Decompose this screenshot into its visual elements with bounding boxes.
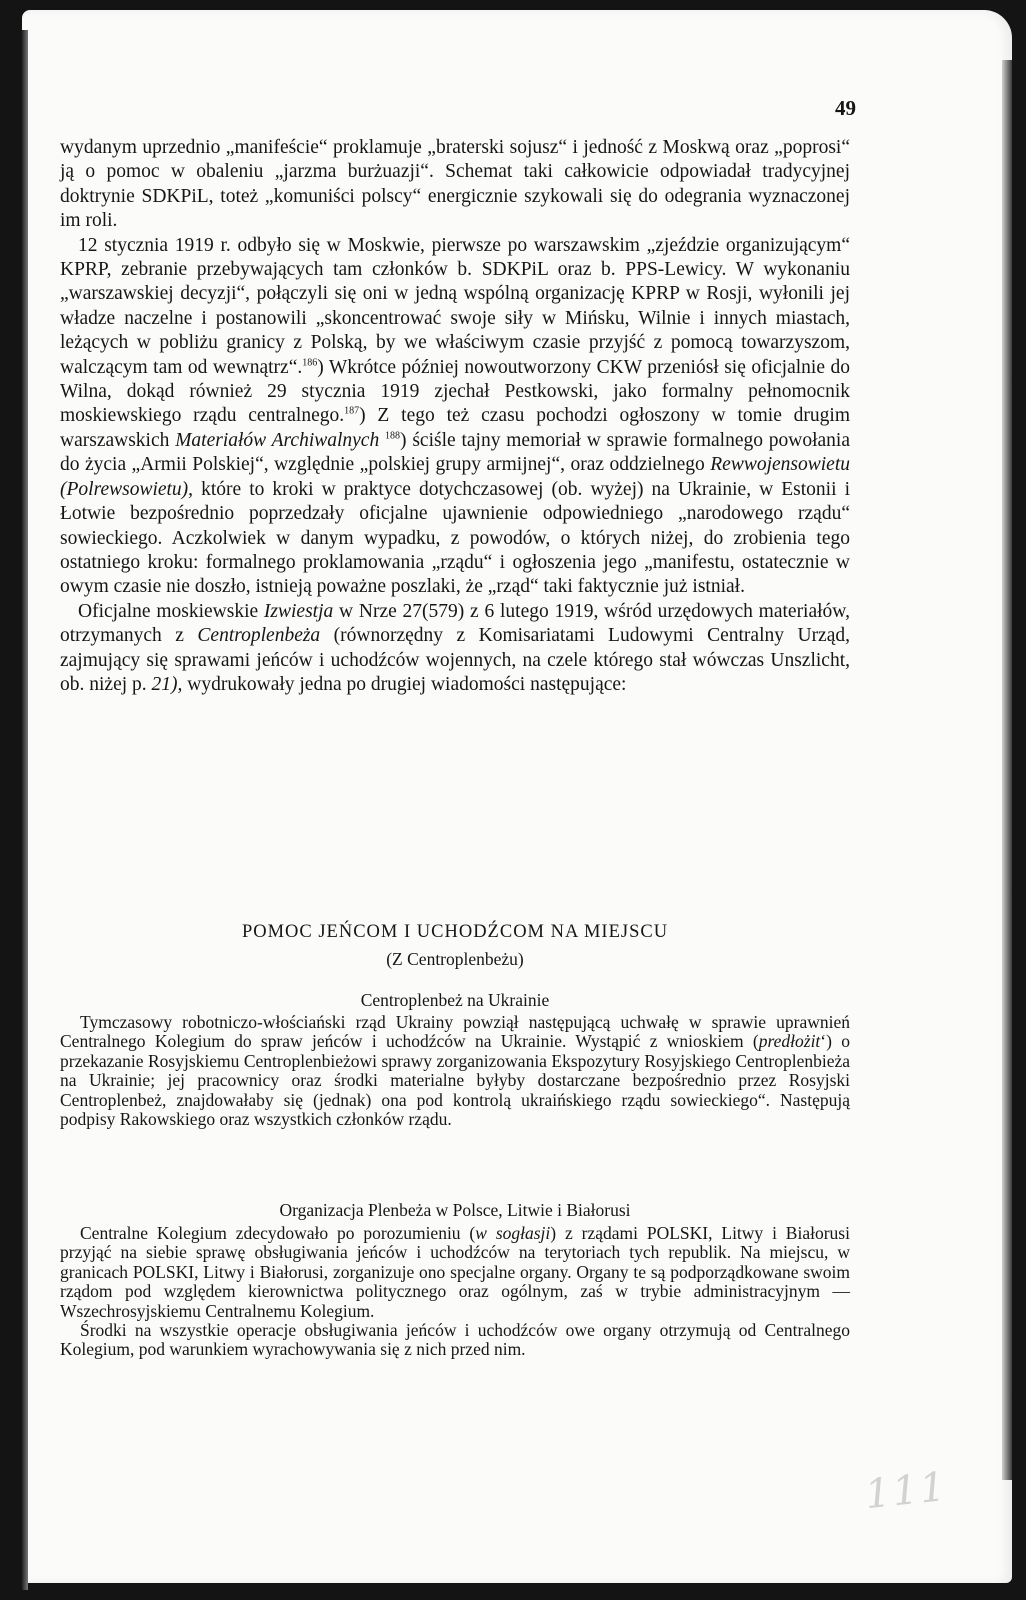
section-subheading: (Z Centroplenbeżu): [386, 949, 524, 969]
footnote-ref: 186: [302, 357, 318, 369]
subsection-text-poland: Centralne Kolegium zdecydowało po porozumieniu (w sogłasji) z rządami POLSKI, Litwy i Białorusi przyjąć na siebie sprawę obsługiwania jeńców i uchodźców na terytoriach tych republik. Na miejscu, w granicach POLSKI, Litwy i Białorusi, zorganizuje ono specjalne organy. Organy te są podporządkowane swoim rządom pod względem kierownictwa politycznego oraz ogólnym, zaś w trybie administracyjnym — Wszechrosyjskiemu Centralnemu Kolegium. Środki na wszystkie operacje obsługiwania jeńców i uchodźców owe organy otrzymują od Centralnego Kolegium, pod warunkiem wyrachowywania się z nich przed nim.: [60, 1223, 850, 1360]
footnote-ref: 187: [344, 405, 360, 417]
paragraph: Oficjalne moskiewskie Izwiestja w Nrze 27(579) z 6 lutego 1919, wśród urzędowych materiałów, otrzymanych z Centroplenbeża (równorzędny z Komisariatami Ludowymi Centralny Urząd, zajmujący się sprawami jeńców i uchodźców wojennych, na czele którego stał wówczas Unszlicht, ob. niżej p. 21), wydrukowały jedna po drugiej wiadomości następujące:: [60, 600, 850, 695]
paragraph: wydanym uprzednio „manifeście“ proklamuje „braterski sojusz“ i jedność z Moskwą oraz „poprosi“ ją o pomoc w obaleniu „jarzma burżuazji“. Schemat taki całkowicie odpowiadał tradycyjnej doktrynie SDKPiL, toteż „komuniści polscy“ energicznie szykowali się do odegrania wyznaczonej im roli.: [60, 137, 850, 232]
footnote-ref: 188: [385, 430, 401, 442]
subsection-text-ukraine: Tymczasowy robotniczo-włościański rząd Ukrainy powziął następującą uchwałę w sprawie uprawnień Centralnego Kolegium do spraw jeńców i uchodźców na Ukrainie. Wystąpić z wnioskiem (predłożit‘) o przekazanie Rosyjskiemu Centroplenbieżowi sprawy zorganizowania Ekspozytury Rosyjskiego Centroplenbieża na Ukrainie; jej pracownicy oraz środki materialne byłyby dostarczane bezpośrednio przez Rosyjski Centroplenbeż, znajdowałaby się (jednak) ona pod kontrolą ukraińskiego rządu sowieckiego“. Następują podpisy Rakowskiego oraz wszystkich członków rządu.: [60, 1012, 851, 1130]
book-spine-shadow: [22, 30, 28, 1590]
handwritten-page-mark: 111: [862, 1463, 950, 1519]
main-text: [60, 136, 850, 697]
section-heading: POMOC JEŃCOM I UCHODŹCOM NA MIEJSCU: [241, 922, 669, 942]
subsection-title-poland: Organizacja Plenbeża w Polsce, Litwie i Białorusi: [279, 1200, 631, 1220]
page-edge-shadow: [1002, 60, 1012, 1480]
subsection-title-ukraine: Centroplenbeż na Ukrainie: [360, 990, 550, 1010]
page-number: 49: [835, 96, 856, 120]
paragraph: 12 stycznia 1919 r. odbyło się w Moskwie, pierwsze po warszawskim „zjeździe organizującym“ KPRP, zebranie przebywających tam członków b. SDKPiL oraz b. PPS-Lewicy. W wykonaniu „warszawskiej decyzji“, połączyli się oni w jedną wspólną organizację KPRP w Rosji, wyłonili jej władze naczelne i postanowili „skoncentrować swoje siły w Mińsku, Wilnie i innych miastach, leżących w pobliżu granicy z Polską, by we właściwym czasie przyjść z pomocą towarzyszom, walczącym tam od wewnątrz“.$^{186}$) Wkrótce później nowoutworzony CKW przeniósł się oficjalnie do Wilna, dokąd również 29 stycznia 1919 zjechał Pestkowski, jako formalny pełnomocnik moskiewskiego rządu centralnego.$^{187}$) Z tego też czasu pochodzi ogłoszony w tomie drugim warszawskich Materiałów Archiwalnych $^{188}$) ściśle tajny memoriał w sprawie formalnego powołania do życia „Armii Polskiej“, względnie „polskiej grupy armijnej“, oraz oddzielnego Rewwojensowietu (Polrewsowietu), które to kroki w praktyce dotychczasowej (ob. wyżej) na Ukrainie, w Estonii i Łotwie bezpośrednio poprzedzały oficjalne ujawnienie odpowiedniego „narodowego rządu“ sowieckiego. Aczkolwiek w danym wypadku, z powodów, o których niżej, do zrobienia tego ostatniego kroku: formalnego proklamowania „rządu“ i ogłoszenia jego „manifestu, ostatecznie w owym czasie nie doszło, istnieją poważne poszlaki, że „rząd“ taki faktycznie już istniał.: [60, 234, 851, 598]
